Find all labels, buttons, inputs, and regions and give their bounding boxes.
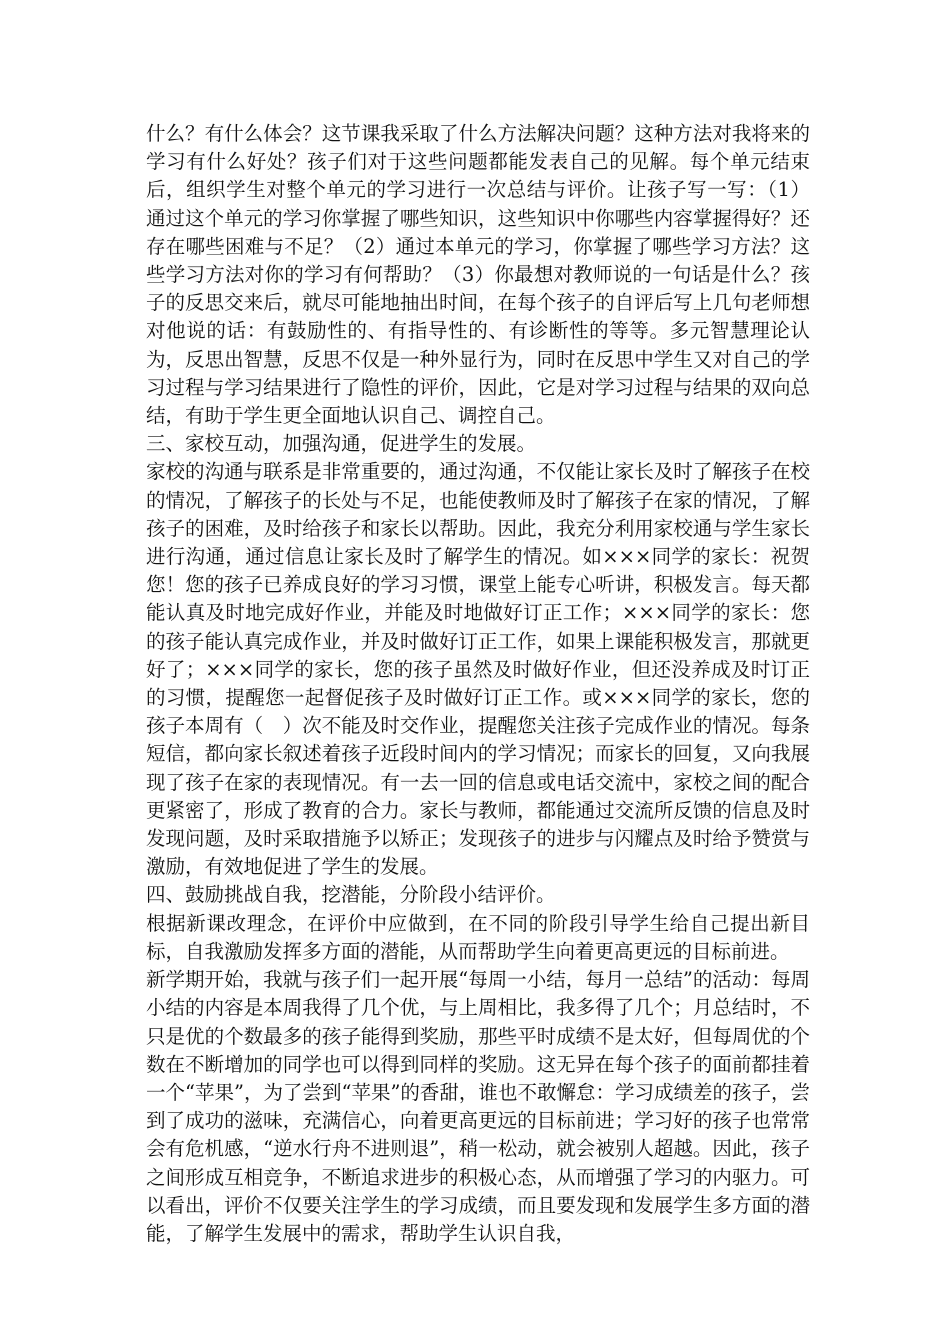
paragraph-reflection: 什么？有什么体会？这节课我采取了什么方法解决问题？这种方法对我将来的学习有什么好处？孩子们对于这些问题都能发表自己的见解。每个单元结束后，组织学生对整个单元的学习进行一次总结与评价。让孩子写一写：（1）通过这个单元的学习你掌握了哪些知识，这些知识中你哪些内容掌握得好？还存在哪些困难与不足？（2）通过本单元的学习，你掌握了哪些学习方法？这些学习方法对你的学习有何帮助？（3）你最想对教师说的一句话是什么？孩子的反思交来后，就尽可能地抽出时间，在每个孩子的自评后写上几句老师想对他说的话：有鼓励性的、有指导性的、有诊断性的等等。多元智慧理论认为，反思出智慧，反思不仅是一种外显行为，同时在反思中学生又对自己的学习过程与学习结果进行了隐性的评价，因此，它是对学习过程与结果的双向总结，有助于学生更全面地认识自己、调控自己。 <box>146 122 810 428</box>
paragraph-home-school: 家校的沟通与联系是非常重要的，通过沟通，不仅能让家长及时了解孩子在校的情况，了解孩子的长处与不足，也能使教师及时了解孩子在家的情况，了解孩子的困难，及时给孩子和家长以帮助。因此，我充分利用家校通与学生家长进行沟通，通过信息让家长及时了解学生的情况。如×××同学的家长：祝贺您！您的孩子已养成良好的学习习惯，课堂上能专心听讲，积极发言。每天都能认真及时地完成好作业，并能及时地做好订正工作；×××同学的家长：您的孩子能认真完成作业，并及时做好订正工作，如果上课能积极发言，那就更好了；×××同学的家长，您的孩子虽然及时做好作业，但还没养成及时订正的习惯，提醒您一起督促孩子及时做好订正工作。或×××同学的家长，您的孩子本周有（ ）次不能及时交作业，提醒您关注孩子完成作业的情况。每条短信，都向家长叙述着孩子近段时间内的学习情况；而家长的回复，又向我展现了孩子在家的表现情况。有一去一回的信息或电话交流中，家校之间的配合更紧密了，形成了教育的合力。家长与教师，都能通过交流所反馈的信息及时发现问题，及时采取措施予以矫正；发现孩子的进步与闪耀点及时给予赞赏与激励，有效地促进了学生的发展。 <box>146 460 810 879</box>
paragraph-new-goals: 根据新课改理念，在评价中应做到，在不同的阶段引导学生给自己提出新目标，自我激励发挥多方面的潜能，从而帮助学生向着更高更远的目标前进。 <box>146 911 810 963</box>
paragraph-weekly-summary: 新学期开始，我就与孩子们一起开展“每周一小结，每月一总结”的活动：每周小结的内容是本周我得了几个优，与上周相比，我多得了几个；月总结时，不只是优的个数最多的孩子能得到奖励，那些平时成绩不是太好，但每周优的个数在不断增加的同学也可以得到同样的奖励。这无异在每个孩子的面前都挂着一个“苹果”，为了尝到“苹果”的香甜，谁也不敢懈怠：学习成绩差的孩子，尝到了成功的滋味，充满信心，向着更高更远的目标前进；学习好的孩子也常常会有危机感，“逆水行舟不进则退”，稍一松动，就会被别人超越。因此，孩子之间形成互相竞争，不断追求进步的积极心态，从而增强了学习的内驱力。可以看出，评价不仅要关注学生的学习成绩，而且要发现和发展学生多方面的潜能，了解学生发展中的需求，帮助学生认识自我， <box>146 968 810 1245</box>
document-body <box>146 120 810 1248</box>
section-heading-4: 四、鼓励挑战自我，挖潜能，分阶段小结评价。 <box>146 883 556 907</box>
section-heading-3: 三、家校互动，加强沟通，促进学生的发展。 <box>146 432 537 456</box>
